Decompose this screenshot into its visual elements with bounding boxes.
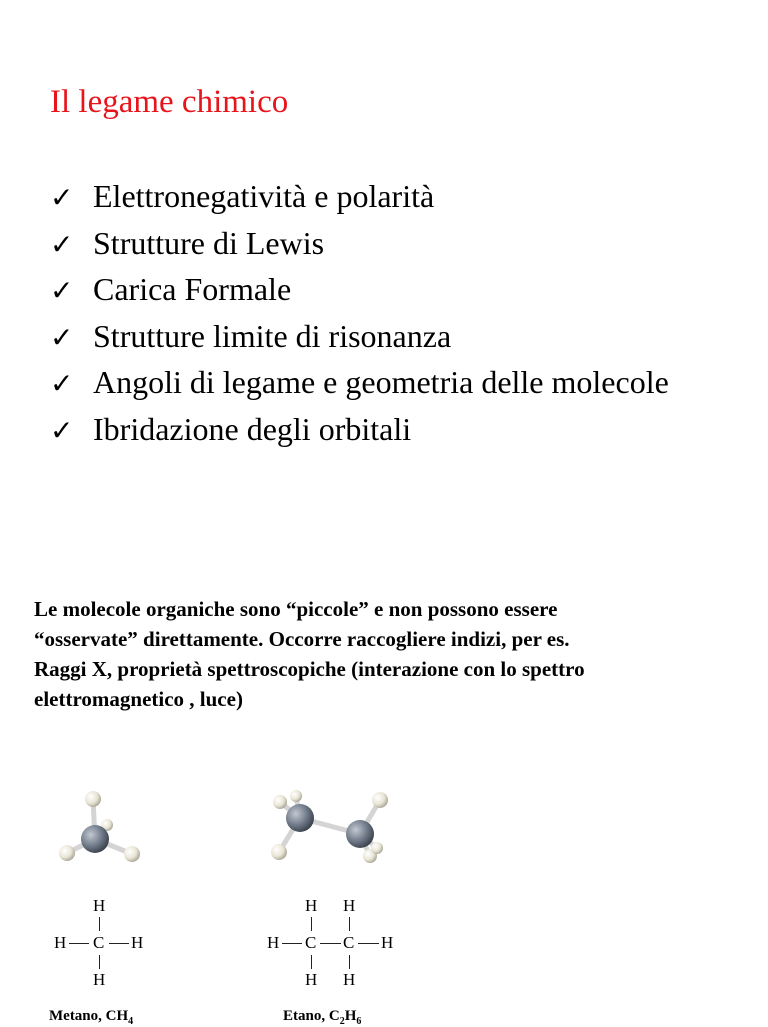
atom-label: H bbox=[93, 896, 106, 915]
atom-label: H bbox=[54, 933, 67, 952]
hydrogen-atom bbox=[372, 792, 388, 808]
hydrogen-atom bbox=[271, 844, 287, 860]
check-icon: ✓ bbox=[50, 274, 74, 307]
hydrogen-atom bbox=[59, 845, 75, 861]
bond-line bbox=[349, 955, 350, 969]
check-icon: ✓ bbox=[50, 181, 74, 214]
bond-line bbox=[69, 943, 89, 944]
ethane-caption: Etano, $C_2H_6$ bbox=[283, 1008, 362, 1027]
check-icon: ✓ bbox=[50, 367, 74, 400]
atom-label: H bbox=[267, 933, 280, 952]
list-item-label: Elettronegatività e polarità bbox=[93, 178, 435, 214]
bond-line bbox=[320, 943, 341, 944]
bond-line bbox=[311, 955, 312, 969]
atom-label: C bbox=[93, 933, 105, 952]
topic-list bbox=[50, 174, 669, 453]
carbon-atom bbox=[81, 825, 109, 853]
carbon-atom bbox=[286, 804, 314, 832]
list-item bbox=[50, 360, 669, 407]
bond-line bbox=[99, 917, 100, 931]
hydrogen-atom bbox=[85, 791, 101, 807]
bond-line bbox=[282, 943, 302, 944]
list-item-label: Strutture di Lewis bbox=[93, 224, 325, 261]
hydrogen-atom bbox=[371, 842, 383, 854]
list-item-label: Ibridazione degli orbitali bbox=[93, 410, 412, 447]
list-item bbox=[50, 314, 669, 361]
atom-label: H bbox=[343, 970, 356, 989]
hydrogen-atom bbox=[124, 846, 140, 862]
check-icon: ✓ bbox=[50, 320, 74, 354]
atom-label: H bbox=[305, 896, 318, 915]
bond-line bbox=[349, 917, 350, 931]
intro-paragraph: Le molecole organiche sono “piccole” e non possono essere “osservate” direttamente. Occorre raccogliere indizi, per es. Raggi X, proprietà spettroscopiche (interazione con lo spettro elettromagnetico , luce) bbox=[34, 597, 585, 711]
atom-label: C bbox=[305, 933, 317, 952]
carbon-atom bbox=[346, 820, 374, 848]
atom-label: H bbox=[131, 933, 144, 952]
bond-line bbox=[99, 955, 100, 969]
methane-3d-model bbox=[45, 785, 155, 870]
list-item-label: Angoli di legame e geometria delle molecole bbox=[93, 364, 669, 400]
hydrogen-atom bbox=[290, 790, 302, 802]
check-icon: ✓ bbox=[50, 413, 74, 447]
ethane-structural-formula bbox=[267, 896, 407, 992]
hydrogen-atom bbox=[273, 795, 287, 809]
list-item bbox=[50, 221, 669, 268]
methane-structural-formula bbox=[54, 896, 164, 992]
atom-label: H bbox=[305, 970, 318, 989]
atom-label: C bbox=[343, 933, 355, 952]
list-item bbox=[50, 267, 669, 314]
bond-line bbox=[311, 917, 312, 931]
slide-title: Il legame chimico bbox=[50, 84, 289, 120]
atom-label: H bbox=[381, 933, 394, 952]
methane-caption: Metano, $CH_4$ bbox=[49, 1008, 134, 1027]
atom-label: H bbox=[343, 896, 356, 915]
check-icon: ✓ bbox=[50, 227, 74, 261]
atom-label: H bbox=[93, 970, 106, 989]
list-item bbox=[50, 174, 669, 221]
list-item bbox=[50, 407, 669, 454]
bond-line bbox=[358, 943, 379, 944]
list-item-label: Strutture limite di risonanza bbox=[93, 317, 452, 354]
bond-line bbox=[109, 943, 129, 944]
list-item-label: Carica Formale bbox=[93, 271, 292, 307]
ethane-3d-model bbox=[262, 782, 402, 872]
